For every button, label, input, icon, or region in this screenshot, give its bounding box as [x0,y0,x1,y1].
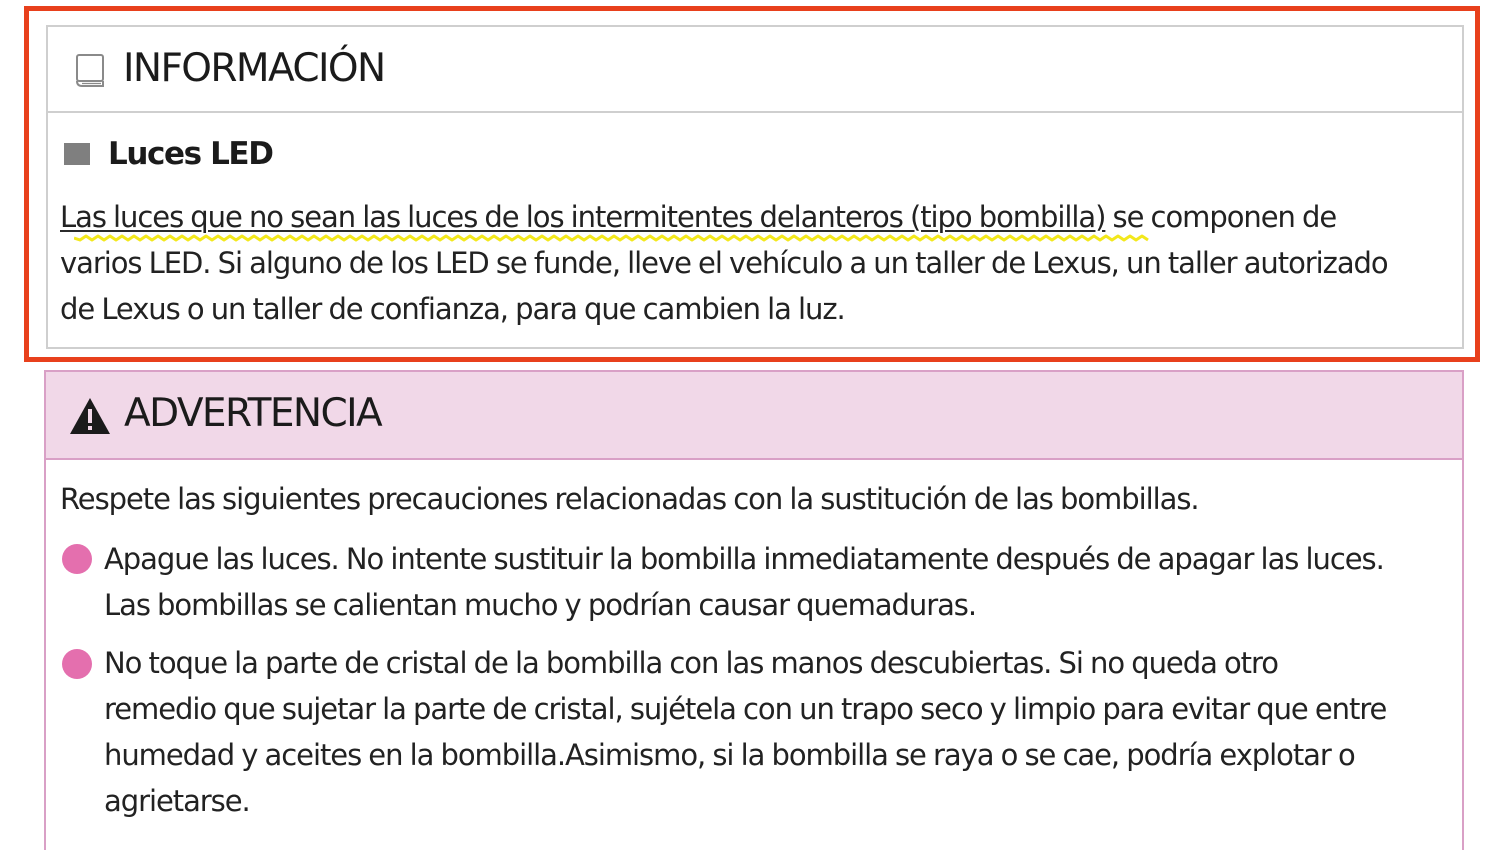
pink-bullet-icon [62,544,92,574]
warning-item-line: agrietarse. [104,784,250,818]
info-title: INFORMACIÓN [123,46,385,91]
warning-triangle-icon [68,396,112,436]
warning-item-line: remedio que sujetar la parte de cristal, sujétela con un trapo seco y limpio para evitar que entre [104,692,1387,726]
subsection-title: Luces LED [108,136,273,172]
warning-item-line: Apague las luces. No intente sustituir la bombilla inmediatamente después de apagar las luces. [104,542,1384,576]
highlight-frame [24,6,1480,362]
info-body-line: varios LED. Si alguno de los LED se funde, lleve el vehículo a un taller de Lexus, un taller autorizado [60,246,1388,280]
warning-item-line: Las bombillas se calientan mucho y podrían causar quemaduras. [104,588,977,622]
warning-box [44,370,1464,850]
warning-item [104,536,1454,628]
pink-bullet-icon [62,649,92,679]
warning-item [104,640,1454,824]
underlined-text: Las luces que no sean las luces de los intermitentes delanteros (tipo bombilla) [60,200,1106,234]
warning-header [46,372,1462,460]
info-body-line: de Lexus o un taller de confianza, para que cambien la luz. [60,292,845,326]
warning-item-line: No toque la parte de cristal de la bombilla con las manos descubiertas. Si no queda otro [104,646,1278,680]
warning-title: ADVERTENCIA [124,391,382,436]
warning-intro: Respete las siguientes precauciones relacionadas con la sustitución de las bombillas. [60,482,1199,516]
info-body-text: se componen de [1105,200,1337,234]
warning-item-line: humedad y aceites en la bombilla.Asimismo, si la bombilla se raya o se cae, podría explotar o [104,738,1355,772]
